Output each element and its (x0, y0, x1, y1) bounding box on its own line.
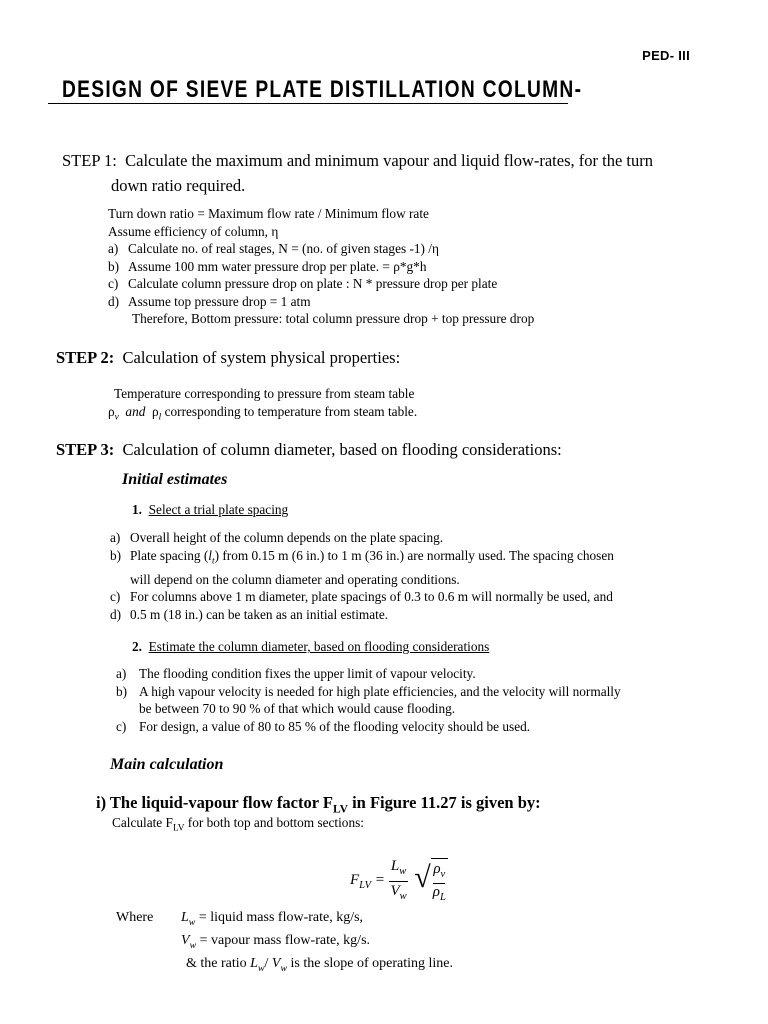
list-item (116, 665, 621, 683)
def-ratio: & the ratio $L_w/$ $V_w$ is the slope of operating line. (186, 955, 454, 974)
def-lw-text: = liquid mass flow-rate, kg/s, (195, 910, 364, 925)
step2-line1: Temperature corresponding to pressure from steam table (114, 386, 415, 401)
list-text: be between 70 to 90 % of that which would cause flooding. (139, 701, 456, 716)
list-marker: b) (110, 547, 122, 563)
sub1-title: Select a trial plate spacing (148, 502, 289, 517)
calc-post: for both top and bottom sections: (184, 815, 364, 830)
list-marker: c) (110, 589, 121, 605)
list-item (108, 258, 534, 276)
list-text: Assume 100 mm water pressure drop per plate. = ρ*g*h (128, 258, 427, 274)
list-text: Calculate column pressure drop on plate : N * pressure drop per plate (128, 276, 498, 291)
efficiency-text: Assume efficiency of column, η (108, 223, 279, 239)
step3-label: STEP 3: (56, 440, 115, 459)
initial-estimates-heading: Initial estimates (122, 471, 228, 488)
list-marker: a) (110, 530, 121, 545)
list-marker: b) (116, 683, 128, 699)
list-marker: a) (108, 241, 119, 256)
where-label: Where (116, 910, 154, 925)
list-marker (110, 571, 130, 589)
page-title: DESIGN OF SIEVE PLATE DISTILLATION COLUMN- (62, 76, 583, 103)
list-text: will depend on the column diameter and operating conditions. (130, 571, 460, 587)
list-marker: d) (108, 293, 120, 309)
title-underline (48, 103, 568, 104)
calculate-flv-line: Calculate $F_{LV}$ for both top and bottom sections: (112, 815, 364, 834)
step2-line2-text: corresponding to temperature from steam table. (164, 403, 418, 419)
main-calculation-heading: Main calculation (110, 756, 224, 773)
therefore-line: Therefore, Bottom pressure: total column pressure drop + top pressure drop (132, 311, 535, 326)
list-item (110, 606, 614, 624)
list-item (108, 240, 534, 258)
definitions (116, 909, 453, 977)
list-marker: a) (116, 666, 127, 681)
mass-ratio-fraction: $\frac{L_w}{V_w}$ (390, 858, 407, 902)
step2-title: Calculation of system physical properties: (122, 348, 401, 367)
step2-line2: $\rho_v$ and $\rho_l$ corresponding to temperature from steam table. (108, 403, 418, 423)
sub1-number: 1. (132, 502, 142, 517)
density-ratio-sqrt: √ $\frac{\rho_v}{\rho_L}$ (414, 858, 448, 906)
step1-line1: Calculate the maximum and minimum vapour and liquid flow-rates, for the turn (125, 151, 653, 170)
list-text-pre: Plate spacing ( (130, 547, 209, 563)
step3-heading (56, 437, 562, 462)
list-item (116, 700, 621, 718)
efficiency-line (108, 223, 534, 241)
step1-label: STEP 1: (62, 151, 117, 170)
step1-heading (62, 148, 742, 198)
list-text: Assume top pressure drop = 1 atm (128, 293, 311, 309)
list-text: For design, a value of 80 to 85 % of the flooding velocity should be used. (139, 718, 531, 734)
list-marker: b) (108, 258, 120, 274)
list-item (108, 293, 534, 311)
list-text-post: ) from 0.15 m (6 in.) to 1 m (36 in.) are normally used. The spacing chosen (214, 547, 614, 563)
list-marker: d) (110, 606, 122, 622)
list-text: A high vapour velocity is needed for high plate efficiencies, and the velocity will normally (139, 683, 621, 699)
list-item (110, 571, 614, 589)
flooding-list (116, 665, 621, 735)
flv-heading: i) The liquid-vapour flow factor $F_{LV}$ in Figure 11.27 is given by: (96, 793, 541, 816)
sub2-number: 2. (132, 639, 142, 654)
document-code: PED- III (642, 48, 690, 63)
def-lw: $L_w$ = liquid mass flow-rate, kg/s, (181, 910, 364, 928)
list-item (116, 718, 621, 736)
step2-label: STEP 2: (56, 348, 115, 367)
list-item (110, 529, 614, 547)
def-ratio-text: is the slope of operating line. (287, 955, 454, 971)
def-vw-text: = vapour mass flow-rate, kg/s. (196, 932, 371, 948)
sub2-title: Estimate the column diameter, based on flooding considerations (148, 639, 490, 654)
flv-heading-pre: i) The liquid-vapour flow factor F (96, 793, 333, 812)
spacing-list (110, 529, 614, 623)
list-text: 0.5 m (18 in.) can be taken as an initial estimate. (130, 606, 389, 622)
calc-pre: Calculate F (112, 815, 173, 830)
flv-heading-post: in Figure 11.27 is given by: (347, 793, 541, 812)
list-marker: c) (108, 276, 119, 291)
list-item (116, 683, 621, 701)
subheading-1 (132, 501, 288, 519)
turn-down-ratio: Turn down ratio = Maximum flow rate / Minimum flow rate (108, 206, 429, 221)
list-text: For columns above 1 m diameter, plate spacings of 0.3 to 0.6 m will normally be used, and (130, 589, 613, 605)
step2-body (108, 385, 418, 427)
list-item (108, 275, 534, 293)
subheading-2 (132, 638, 489, 656)
list-text: The flooding condition fixes the upper limit of vapour velocity. (139, 666, 476, 681)
step1-body (108, 205, 534, 328)
list-item (110, 588, 614, 606)
list-text: Plate spacing $(l_t)$ from 0.15 m (6 in.) to 1 m (36 in.) are normally used. The spacing chosen (130, 547, 614, 567)
list-item (110, 547, 614, 571)
list-text: Overall height of the column depends on the plate spacing. (130, 530, 444, 545)
def-vw: $V_w$ = vapour mass flow-rate, kg/s. (181, 932, 371, 951)
list-marker: c) (116, 718, 127, 734)
list-text: Calculate no. of real stages, N = (no. of given stages -1) /η (128, 241, 439, 256)
step3-title: Calculation of column diameter, based on flooding considerations: (122, 440, 562, 459)
flow-factor-formula: $F_{LV}$ = $\frac{L_w}{V_w}$ √ $\frac{\rho_v}{\rho_L}$ (350, 857, 448, 906)
step1-line2: down ratio required. (111, 176, 246, 195)
step2-heading (56, 345, 400, 370)
list-marker (116, 700, 139, 718)
